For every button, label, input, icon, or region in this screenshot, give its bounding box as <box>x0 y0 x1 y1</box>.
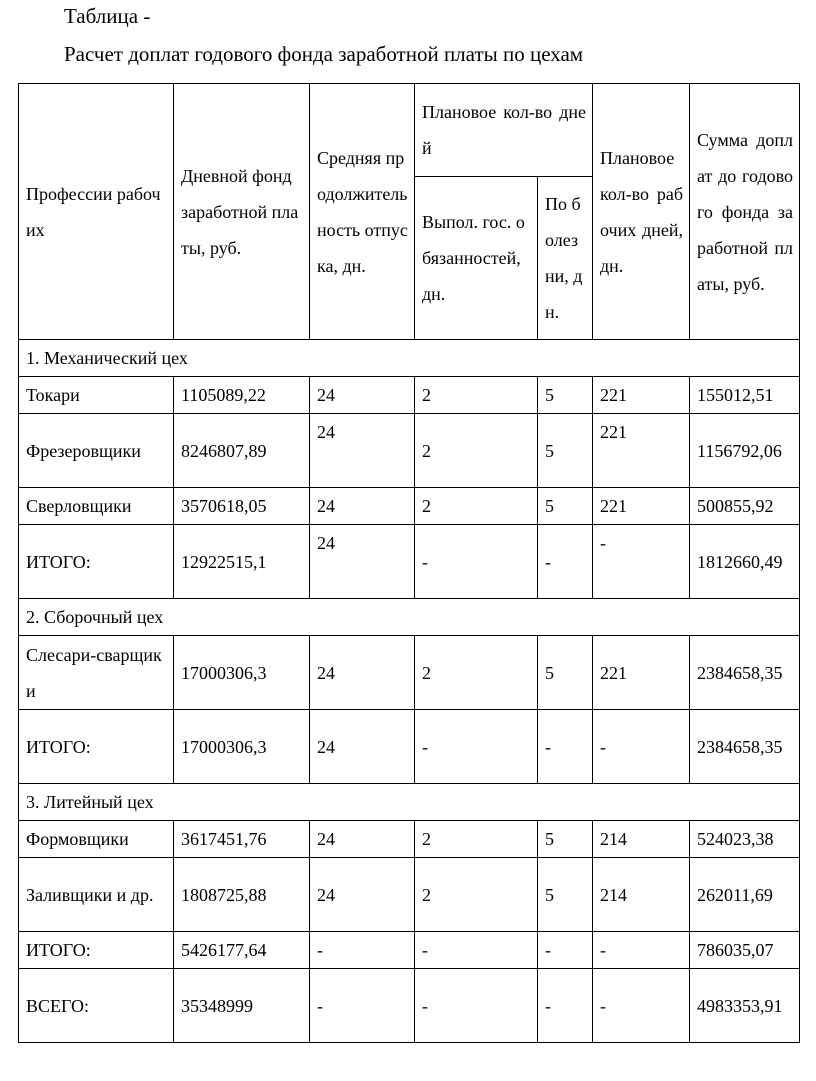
cell-work-days: 221 <box>593 414 690 488</box>
cell-fund: 12922515,1 <box>174 525 310 599</box>
cell-profession: ИТОГО: <box>19 710 174 784</box>
cell-vacation: - <box>310 932 415 969</box>
cell-fund: 8246807,89 <box>174 414 310 488</box>
cell-work-days: - <box>593 710 690 784</box>
table-row <box>19 488 800 525</box>
cell-work-days: - <box>593 525 690 599</box>
cell-illness: 5 <box>538 858 593 932</box>
cell-sum: 2384658,35 <box>690 636 800 710</box>
cell-fund: 5426177,64 <box>174 932 310 969</box>
cell-sum: 1812660,49 <box>690 525 800 599</box>
cell-state-duties: 2 <box>415 414 538 488</box>
table-row <box>19 377 800 414</box>
cell-vacation: 24 <box>310 821 415 858</box>
cell-vacation: - <box>310 969 415 1043</box>
header-state-duties: Выпол. гос. обязанностей, дн. <box>415 177 538 340</box>
cell-work-days: 221 <box>593 377 690 414</box>
cell-illness: 5 <box>538 377 593 414</box>
cell-illness: - <box>538 932 593 969</box>
section-row <box>19 599 800 636</box>
cell-work-days: 221 <box>593 488 690 525</box>
cell-profession: Слесари-сварщики <box>19 636 174 710</box>
table-row <box>19 636 800 710</box>
cell-fund: 17000306,3 <box>174 636 310 710</box>
table-row-total <box>19 932 800 969</box>
cell-illness: 5 <box>538 636 593 710</box>
cell-illness: - <box>538 969 593 1043</box>
cell-sum: 786035,07 <box>690 932 800 969</box>
cell-fund: 35348999 <box>174 969 310 1043</box>
cell-illness: - <box>538 710 593 784</box>
payroll-table <box>18 83 800 1043</box>
cell-fund: 1105089,22 <box>174 377 310 414</box>
cell-illness: - <box>538 525 593 599</box>
section-title: 2. Сборочный цех <box>19 599 800 636</box>
cell-state-duties: 2 <box>415 858 538 932</box>
cell-sum: 2384658,35 <box>690 710 800 784</box>
cell-sum: 4983353,91 <box>690 969 800 1043</box>
table-row <box>19 414 800 488</box>
cell-state-duties: 2 <box>415 488 538 525</box>
table-row-total <box>19 710 800 784</box>
header-row-1 <box>19 84 800 177</box>
cell-fund: 3617451,76 <box>174 821 310 858</box>
cell-state-duties: - <box>415 525 538 599</box>
header-planned-work-days: Плановое кол-во рабочих дней, дн. <box>593 84 690 340</box>
table-row <box>19 821 800 858</box>
cell-sum: 500855,92 <box>690 488 800 525</box>
table-title: Расчет доплат годового фонда заработной платы по цехам <box>64 42 584 66</box>
header-avg-vacation: Средняя продолжительность отпуска, дн. <box>310 84 415 340</box>
cell-profession: Токари <box>19 377 174 414</box>
cell-profession: ИТОГО: <box>19 932 174 969</box>
cell-work-days: - <box>593 932 690 969</box>
cell-profession: ВСЕГО: <box>19 969 174 1043</box>
header-daily-fund: Дневной фонд заработной платы, руб. <box>174 84 310 340</box>
cell-vacation: 24 <box>310 858 415 932</box>
section-title: 3. Литейный цех <box>19 784 800 821</box>
cell-profession: Сверловщики <box>19 488 174 525</box>
header-profession: Профессии рабочих <box>19 84 174 340</box>
table-row-total <box>19 525 800 599</box>
cell-vacation: 24 <box>310 488 415 525</box>
cell-state-duties: - <box>415 932 538 969</box>
cell-vacation: 24 <box>310 525 415 599</box>
cell-work-days: 221 <box>593 636 690 710</box>
cell-work-days: 214 <box>593 821 690 858</box>
cell-fund: 17000306,3 <box>174 710 310 784</box>
section-title: 1. Механический цех <box>19 340 800 377</box>
cell-work-days: - <box>593 969 690 1043</box>
cell-profession: Фрезеровщики <box>19 414 174 488</box>
cell-fund: 1808725,88 <box>174 858 310 932</box>
cell-state-duties: - <box>415 969 538 1043</box>
grand-total-row <box>19 969 800 1043</box>
cell-sum: 155012,51 <box>690 377 800 414</box>
table-row <box>19 858 800 932</box>
cell-state-duties: - <box>415 710 538 784</box>
cell-profession: ИТОГО: <box>19 525 174 599</box>
cell-profession: Формовщики <box>19 821 174 858</box>
cell-state-duties: 2 <box>415 821 538 858</box>
cell-vacation: 24 <box>310 414 415 488</box>
cell-vacation: 24 <box>310 377 415 414</box>
cell-vacation: 24 <box>310 710 415 784</box>
cell-illness: 5 <box>538 821 593 858</box>
cell-illness: 5 <box>538 488 593 525</box>
cell-work-days: 214 <box>593 858 690 932</box>
cell-sum: 262011,69 <box>690 858 800 932</box>
cell-state-duties: 2 <box>415 377 538 414</box>
cell-sum: 524023,38 <box>690 821 800 858</box>
cell-profession: Заливщики и др. <box>19 858 174 932</box>
cell-fund: 3570618,05 <box>174 488 310 525</box>
cell-illness: 5 <box>538 414 593 488</box>
table-label: Таблица - <box>64 4 151 28</box>
section-row <box>19 340 800 377</box>
cell-sum: 1156792,06 <box>690 414 800 488</box>
header-sum-annual: Сумма доплат до годового фонда заработной платы, руб. <box>690 84 800 340</box>
header-planned-days-group: Плановое кол-во дней <box>415 84 593 177</box>
section-row <box>19 784 800 821</box>
cell-vacation: 24 <box>310 636 415 710</box>
cell-state-duties: 2 <box>415 636 538 710</box>
header-illness: По болезни, дн. <box>538 177 593 340</box>
